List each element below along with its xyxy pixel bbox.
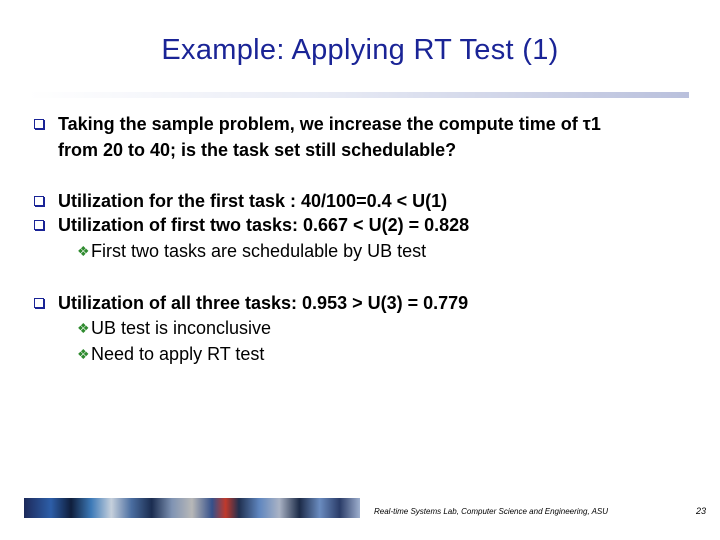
bullet-2-text: Utilization for the first task : 40/100=0.4 < U(1)	[58, 191, 448, 211]
title-rule	[28, 92, 689, 98]
footer-text: Real-time Systems Lab, Computer Science and Engineering, ASU	[374, 507, 609, 516]
subbullet-3-text: Need to apply RT test	[91, 344, 265, 364]
hollow-square-icon	[34, 196, 44, 206]
subbullet-2-text: UB test is inconclusive	[91, 318, 272, 338]
bullet-4-text: Utilization of all three tasks: 0.953 > U(3) = 0.779	[58, 293, 469, 313]
hollow-square-icon	[34, 220, 44, 230]
subbullet-1-text: First two tasks are schedulable by UB test	[91, 241, 427, 261]
diamond-icon: ❖	[77, 320, 90, 336]
hollow-square-icon	[34, 298, 44, 308]
bullet-1-line-2: from 20 to 40; is the task set still schedulable?	[58, 140, 457, 160]
diamond-icon: ❖	[77, 346, 90, 362]
hollow-square-icon	[34, 119, 44, 129]
page-number: 23	[695, 506, 706, 516]
diamond-icon: ❖	[77, 243, 90, 259]
footer-banner-image	[24, 498, 360, 518]
bullet-1-line-1: Taking the sample problem, we increase the compute time of τ1	[58, 114, 601, 134]
slide-title: Example: Applying RT Test (1)	[161, 34, 559, 66]
bullet-3-text: Utilization of first two tasks: 0.667 < U(2) = 0.828	[58, 215, 470, 235]
